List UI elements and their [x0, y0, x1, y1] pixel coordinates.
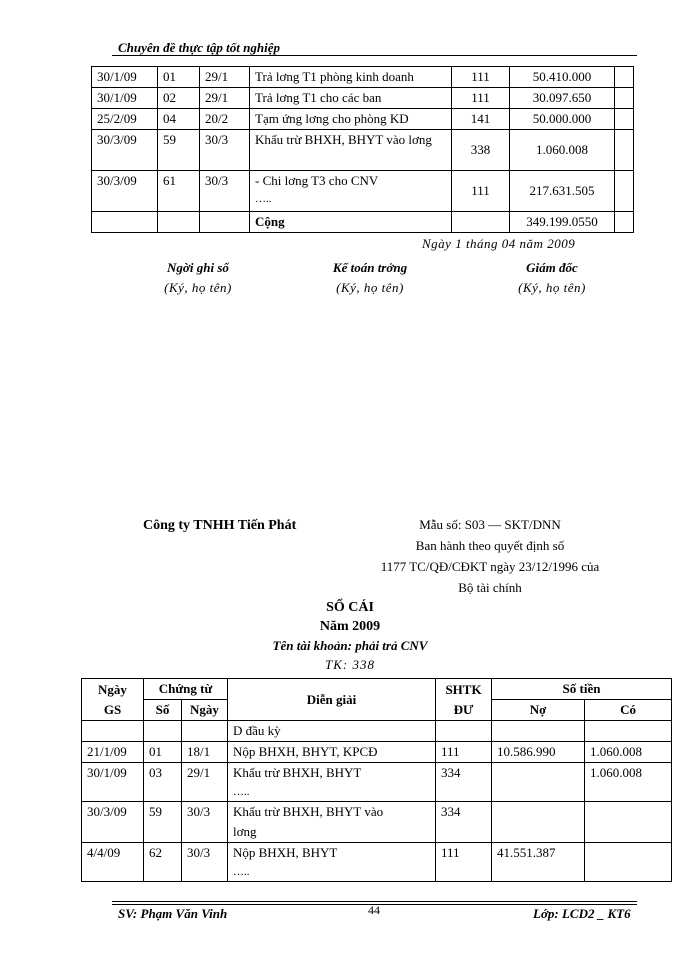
voucher-date: 18/1 — [182, 742, 228, 763]
empty-cell — [436, 721, 492, 742]
description — [228, 763, 436, 802]
amount: 217.631.505 — [510, 171, 615, 212]
voucher-no: 04 — [158, 109, 200, 130]
empty-cell — [92, 212, 158, 233]
empty-cell — [615, 212, 634, 233]
row-date: 21/1/09 — [82, 742, 144, 763]
description: Trả lơng T1 cho các ban — [250, 88, 452, 109]
opening-balance-label: D đầu kỳ — [228, 721, 436, 742]
footer-divider — [112, 901, 637, 902]
voucher-date: 30/3 — [182, 843, 228, 882]
debit-header: Nợ — [492, 700, 585, 721]
amount: 30.097.650 — [510, 88, 615, 109]
total-amount: 349.199.0550 — [510, 212, 615, 233]
empty-cell — [200, 212, 250, 233]
signature-instruction: (Ký, họ tên) — [336, 280, 404, 295]
row-date: 30/3/09 — [92, 171, 158, 212]
account: 111 — [452, 67, 510, 88]
table-row — [92, 130, 634, 171]
header-text: ĐƯ — [453, 701, 474, 717]
table-row — [92, 171, 634, 212]
description — [250, 171, 452, 212]
voucher-no: 03 — [144, 763, 182, 802]
row-date: 30/3/09 — [92, 130, 158, 171]
signing-date: Ngày 1 tháng 04 năm 2009 — [422, 236, 576, 251]
voucher-date: 29/1 — [200, 67, 250, 88]
debit-amount: 41.551.387 — [492, 843, 585, 882]
voucher-date: 20/2 — [200, 109, 250, 130]
credit-amount: 1.060.008 — [585, 763, 672, 802]
description — [228, 843, 436, 882]
voucher-date: 29/1 — [200, 88, 250, 109]
voucher-date: 29/1 — [182, 763, 228, 802]
row-date: 30/1/09 — [82, 763, 144, 802]
salary-table — [91, 66, 634, 233]
empty-cell — [615, 67, 634, 88]
account: 111 — [452, 171, 510, 212]
header-text: Ngày — [98, 681, 127, 697]
empty-cell — [615, 171, 634, 212]
table-row — [92, 109, 634, 130]
voucher-no: 59 — [144, 802, 182, 843]
signature-role: Ngời ghi sổ — [167, 260, 229, 275]
signature-block — [472, 258, 632, 298]
voucher-date-header: Ngày — [182, 700, 228, 721]
total-row — [92, 212, 634, 233]
description-continuation: ….. — [233, 786, 250, 798]
signature-block — [290, 258, 450, 298]
description-header: Diễn giải — [228, 679, 436, 721]
empty-cell — [492, 721, 585, 742]
amount: 1.060.008 — [510, 130, 615, 171]
table-row — [92, 88, 634, 109]
account: 111 — [452, 88, 510, 109]
empty-cell — [615, 88, 634, 109]
header-text: SHTK — [445, 681, 482, 697]
table-row — [82, 802, 672, 843]
date-header — [82, 679, 144, 721]
empty-cell — [82, 721, 144, 742]
ledger-title: SỔ CÁI — [326, 600, 374, 615]
page-number: 44 — [368, 903, 380, 917]
empty-cell — [615, 109, 634, 130]
voucher-date: 30/3 — [182, 802, 228, 843]
signature-block — [118, 258, 278, 298]
empty-cell — [158, 212, 200, 233]
amount-header: Số tiền — [492, 679, 672, 700]
ledger-table — [81, 678, 672, 882]
table-row — [92, 67, 634, 88]
voucher-no: 01 — [144, 742, 182, 763]
description-continuation: ….. — [233, 866, 250, 878]
voucher-no: 62 — [144, 843, 182, 882]
account: 334 — [436, 802, 492, 843]
voucher-header: Chứng từ — [144, 679, 228, 700]
empty-cell — [585, 721, 672, 742]
description: Nộp BHXH, BHYT, KPCĐ — [228, 742, 436, 763]
amount: 50.410.000 — [510, 67, 615, 88]
description-line: Khấu trừ BHXH, BHYT vào — [233, 804, 384, 819]
account-name: Tên tài khoản: phải trả CNV — [272, 638, 428, 653]
company-name: Công ty TNHH Tiến Phát — [143, 518, 297, 533]
form-reference — [340, 514, 640, 598]
header-title: Chuyên đề thực tập tốt nghiệp — [118, 40, 280, 55]
account: 111 — [436, 843, 492, 882]
signature-instruction: (Ký, họ tên) — [518, 280, 586, 295]
voucher-no-header: Số — [144, 700, 182, 721]
table-row — [82, 843, 672, 882]
debit-amount — [492, 763, 585, 802]
voucher-no: 02 — [158, 88, 200, 109]
debit-amount: 10.586.990 — [492, 742, 585, 763]
form-code: Mẫu số: S03 — SKT/DNN — [419, 517, 561, 532]
debit-amount — [492, 802, 585, 843]
voucher-date: 30/3 — [200, 171, 250, 212]
description: Khấu trừ BHXH, BHYT vào lơng — [250, 130, 452, 171]
empty-cell — [615, 130, 634, 171]
account: 338 — [452, 130, 510, 171]
form-decision-line: 1177 TC/QĐ/CĐKT ngày 23/12/1996 của — [380, 559, 600, 574]
account-code: TK: 338 — [325, 657, 375, 672]
voucher-no: 01 — [158, 67, 200, 88]
table-row — [82, 763, 672, 802]
credit-amount: 1.060.008 — [585, 742, 672, 763]
credit-header: Có — [585, 700, 672, 721]
form-issued-line: Ban hành theo quyết định số — [415, 538, 565, 553]
description-line: Khấu trừ BHXH, BHYT — [233, 765, 362, 780]
voucher-no: 61 — [158, 171, 200, 212]
account: 334 — [436, 763, 492, 802]
total-label: Cộng — [250, 212, 452, 233]
account: 141 — [452, 109, 510, 130]
amount: 50.000.000 — [510, 109, 615, 130]
ledger-year: Năm 2009 — [319, 619, 381, 634]
row-date: 30/3/09 — [82, 802, 144, 843]
description: Trả lơng T1 phòng kinh doanh — [250, 67, 452, 88]
signature-instruction: (Ký, họ tên) — [164, 280, 232, 295]
header-text: GS — [103, 701, 122, 717]
voucher-no: 59 — [158, 130, 200, 171]
empty-cell — [144, 721, 182, 742]
empty-cell — [452, 212, 510, 233]
description — [228, 802, 436, 843]
description-continuation: ….. — [255, 193, 272, 205]
row-date: 30/1/09 — [92, 88, 158, 109]
signature-role: Giám đốc — [526, 260, 578, 275]
signature-role: Kế toán trởng — [332, 260, 408, 275]
description-line: Nộp BHXH, BHYT — [233, 845, 338, 860]
credit-amount — [585, 843, 672, 882]
header-row — [82, 679, 672, 700]
description-continuation: lơng — [233, 824, 257, 839]
class-code: Lớp: LCD2 _ KT6 — [533, 906, 631, 921]
row-date: 30/1/09 — [92, 67, 158, 88]
empty-cell — [182, 721, 228, 742]
credit-amount — [585, 802, 672, 843]
voucher-date: 30/3 — [200, 130, 250, 171]
account: 111 — [436, 742, 492, 763]
row-date: 25/2/09 — [92, 109, 158, 130]
student-name: SV: Phạm Văn Vinh — [118, 906, 228, 921]
row-date: 4/4/09 — [82, 843, 144, 882]
account-header — [436, 679, 492, 721]
form-authority-line: Bộ tài chính — [458, 580, 522, 595]
table-row — [82, 742, 672, 763]
description-line: - Chi lơng T3 cho CNV — [255, 173, 379, 188]
opening-row — [82, 721, 672, 742]
description: Tạm ứng lơng cho phòng KD — [250, 109, 452, 130]
header-divider — [112, 55, 637, 56]
